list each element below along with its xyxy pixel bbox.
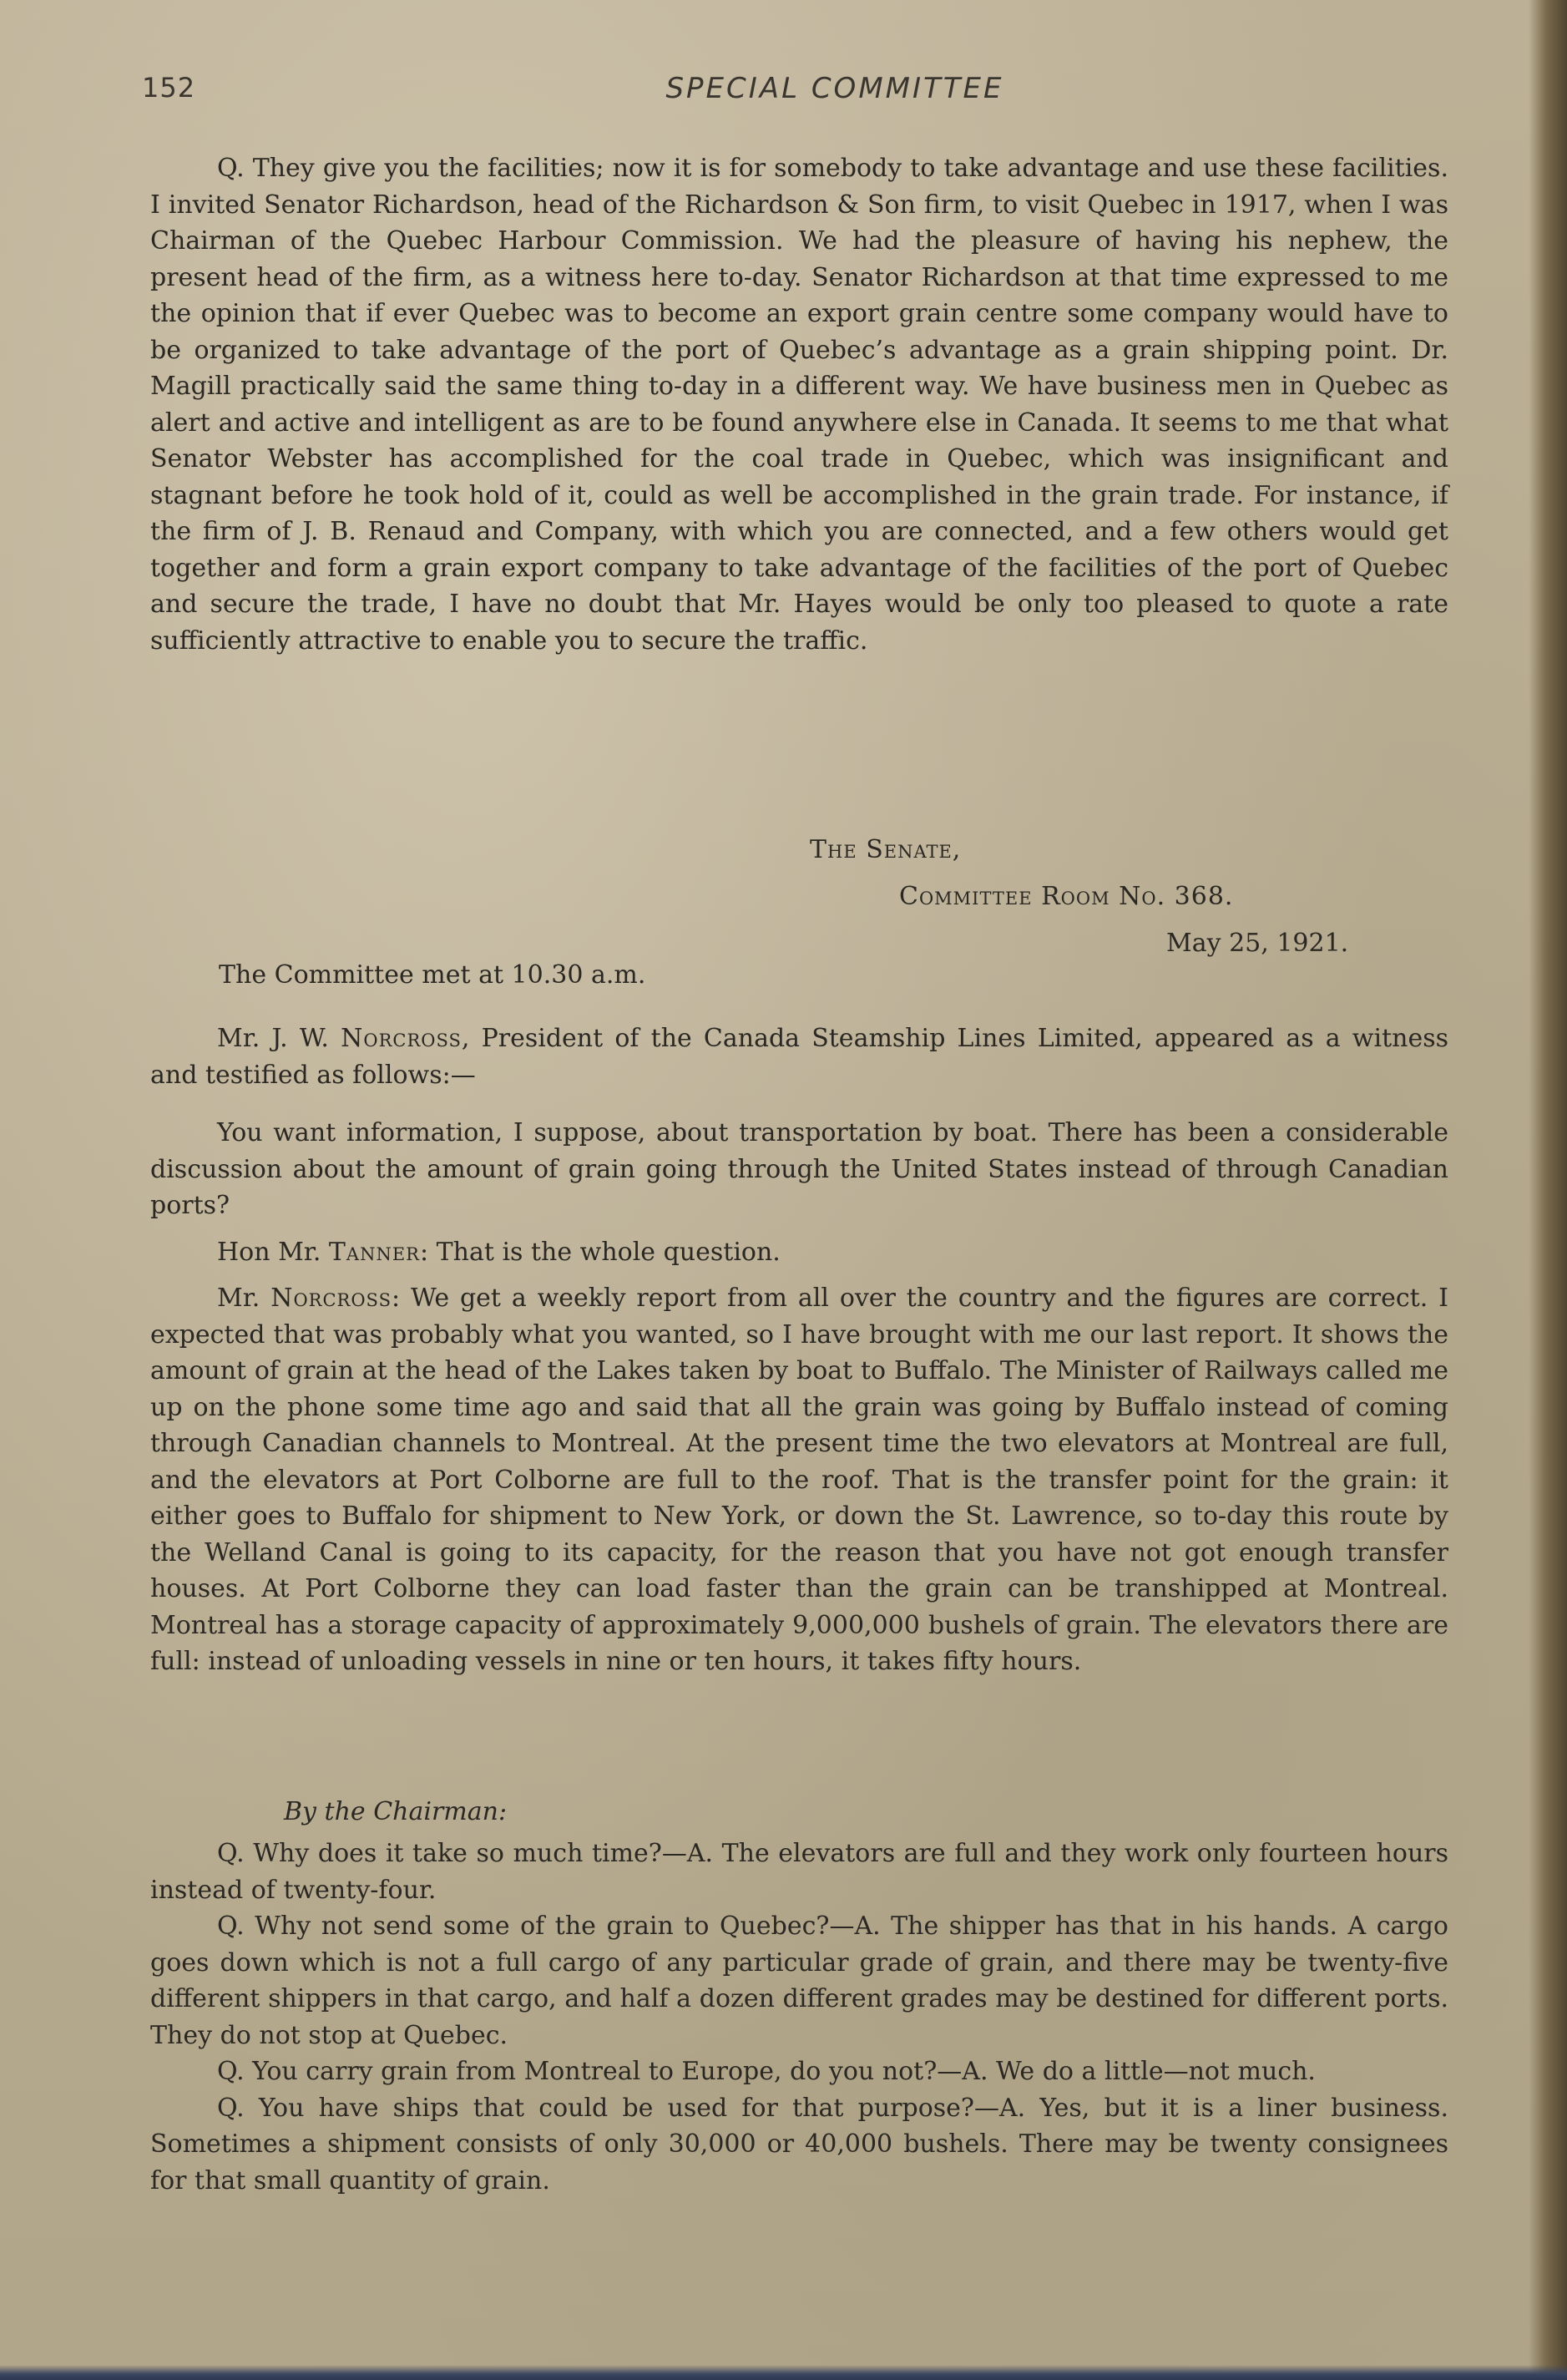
qa-block	[150, 1836, 1448, 2199]
speaker-prefix: Hon Mr.	[217, 1237, 329, 1267]
tanner-remark	[150, 1234, 1448, 1271]
address-date: May 25, 1921.	[1166, 929, 1349, 958]
witness-name: Norcross	[341, 1024, 462, 1053]
speaker-prefix: Mr.	[217, 1284, 271, 1313]
witness-intro	[150, 1020, 1448, 1093]
qa-item: Q. Why does it take so much time?—A. The elevators are full and they work only fourteen hours instead of twenty-four.	[150, 1839, 1448, 1905]
speaker-name: Norcross	[270, 1284, 392, 1313]
norcross-reply	[150, 1280, 1448, 1680]
meeting-time: The Committee met at 10.30 a.m.	[219, 960, 646, 990]
speaker-text: : That is the whole question.	[420, 1237, 781, 1267]
page-header	[142, 72, 1444, 114]
qa-item: Q. You carry grain from Montreal to Europe, do you not?—A. We do a little—not much.	[217, 2057, 1316, 2086]
qa-item: Q. You have ships that could be used for that purpose?—A. Yes, but it is a liner business. Sometimes a shipment consists of only 30,000 or 40,000 bushels. There may be twenty consignees for that small quantity of grain.	[150, 2093, 1448, 2195]
book-binding-edge	[1529, 0, 1567, 2380]
testimony-paragraph: You want information, I suppose, about transportation by boat. There has been a considerable discussion about the amount of grain going through the United States instead of through Canadian ports?	[150, 1118, 1448, 1220]
address-committee-room: Committee Room No. 368.	[899, 882, 1234, 911]
by-chairman-heading: By the Chairman:	[284, 1797, 508, 1826]
speaker-name: Tanner	[328, 1237, 420, 1267]
speaker-text: : We get a weekly report from all over the country and the figures are correct. I expected that was probably what you wanted, so I have brought with me our last report. It shows the amount of grain at the head of the Lakes taken by boat to Buffalo. The Minister of Railways called me up on the phone some time ago and said that all the grain was going by Buffalo instead of coming through Canadian channels to Montreal. At the present time the two elevators at Montreal are full, and the elevators at Port Colborne are full to the roof. That is the transfer point for the grain: it either goes to Buffalo for shipment to New York, or down the St. Lawrence, so to-day this route by the Welland Canal is going to its capacity, for the reason that you have not got enough transfer houses. At Port Colborne they can load faster than the grain can be transhipped at Montreal. Montreal has a storage capacity of approximately 9,000,000 bushels of grain. The elevators there are full: instead of unloading vessels in nine or ten hours, it takes fifty hours.	[150, 1284, 1448, 1676]
page-bottom-edge	[0, 2365, 1567, 2380]
witness-intro-suffix: , President of the Canada Steamship Lines Limited, appeared as a witness and testified as follows:—	[150, 1024, 1448, 1090]
opening-paragraph: Q. They give you the facilities; now it is for somebody to take advantage and use these facilities. I invited Senator Richardson, head of the Richardson & Son firm, to visit Quebec in 1917, when I was Chairman of the Quebec Harbour Commission. We had the pleasure of having his nephew, the present head of the firm, as a witness here to-day. Senator Richardson at that time expressed to me the opinion that if ever Quebec was to become an export grain centre some company would have to be organized to take advantage of the port of Quebec’s advantage as a grain shipping point. Dr. Magill practically said the same thing to-day in a different way. We have business men in Quebec as alert and active and intelligent as are to be found anywhere else in Canada. It seems to me that what Senator Webster has accomplished for the coal trade in Quebec, which was insignificant and stagnant before he took hold of it, could as well be accomplished in the grain trade. For instance, if the firm of J. B. Renaud and Company, with which you are connected, and a few others would get together and form a grain export company to take advantage of the facilities of the port of Quebec and secure the trade, I have no doubt that Mr. Hayes would be only too pleased to quote a rate sufficiently attractive to enable you to secure the traffic.	[150, 154, 1448, 656]
opening-paragraph-block	[150, 150, 1448, 659]
address-senate: The Senate,	[810, 835, 962, 864]
testimony-block	[150, 1020, 1448, 1680]
qa-item: Q. Why not send some of the grain to Quebec?—A. The shipper has that in his hands. A cargo goes down which is not a full cargo of any particular grade of grain, and there may be twenty-five different shippers in that cargo, and half a dozen different grades may be destined for different ports. They do not stop at Quebec.	[150, 1912, 1448, 2050]
running-title: SPECIAL COMMITTEE	[665, 72, 1004, 105]
witness-intro-prefix: Mr. J. W.	[217, 1024, 341, 1053]
page-number: 152	[142, 72, 196, 104]
